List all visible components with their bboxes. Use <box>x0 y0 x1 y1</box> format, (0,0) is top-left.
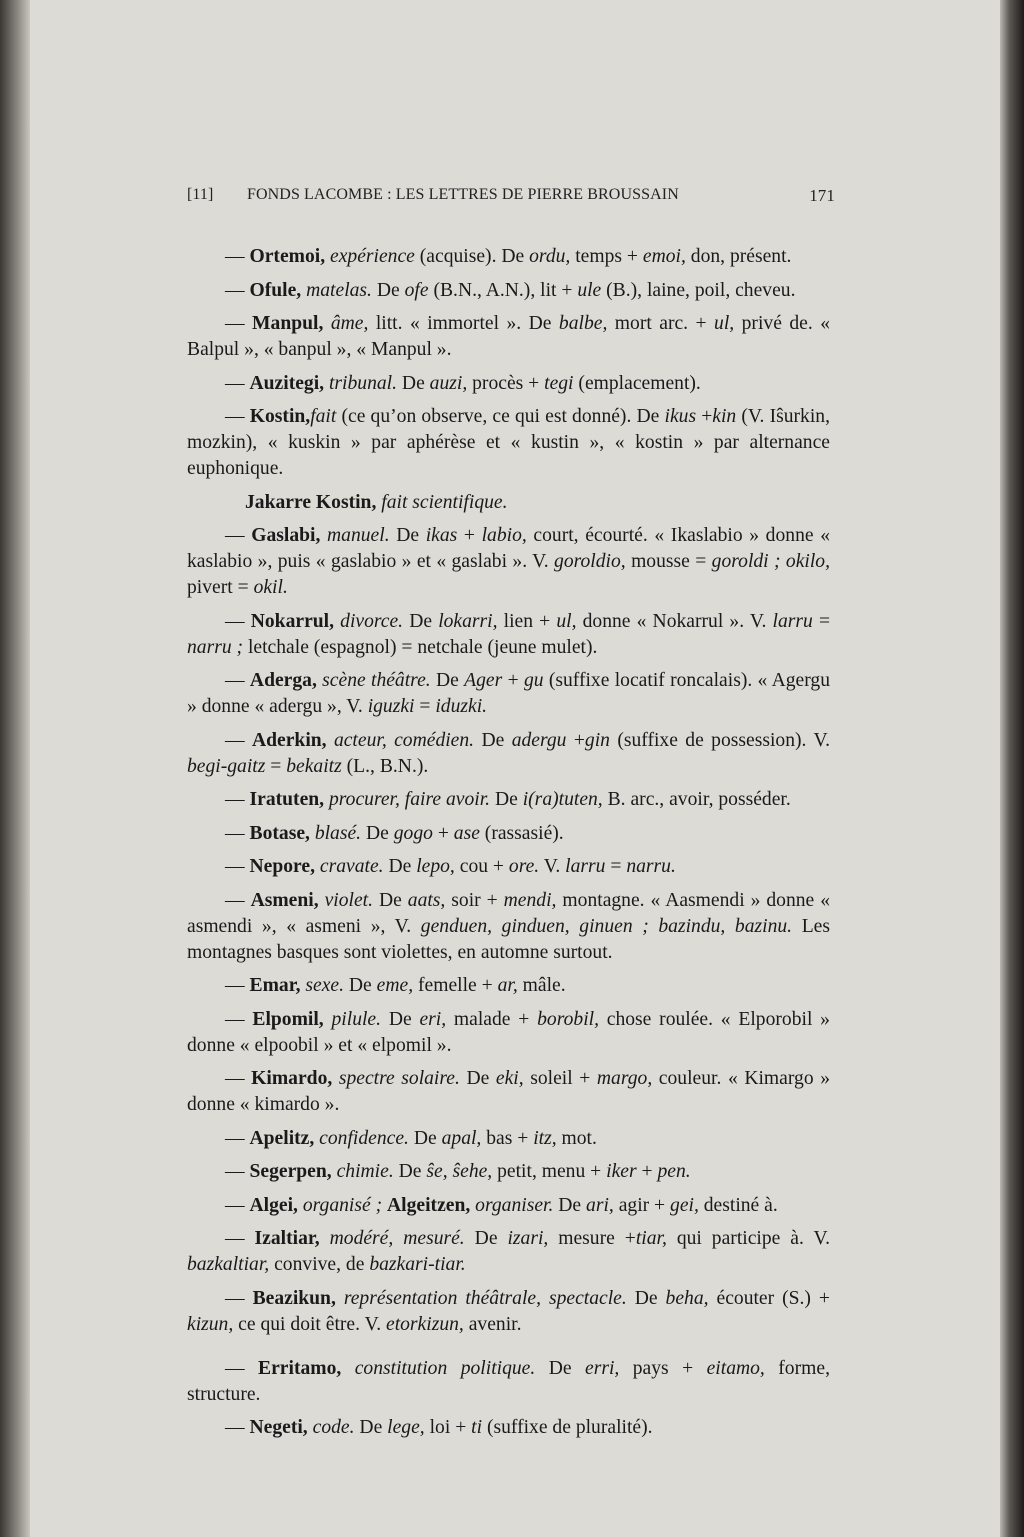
entry-gloss: i(ra)tuten, <box>522 789 603 810</box>
entry-gloss: pen. <box>657 1161 691 1182</box>
entry-gloss: scène théâtre. <box>316 670 431 691</box>
entry-term: Botase, <box>249 822 310 844</box>
entry-term: Algeitzen, <box>387 1194 471 1216</box>
entry-text: écouter (S.) + <box>708 1287 830 1309</box>
entry-gloss: fait scientifique. <box>376 491 508 513</box>
entry-gloss: ŝe, ŝehe, <box>426 1161 493 1182</box>
entry-text: — <box>225 729 252 751</box>
entry-gloss: pilule. <box>323 1008 382 1030</box>
entry-gloss: tribunal. <box>324 372 398 394</box>
entry-text: bas + <box>481 1127 534 1149</box>
entry-term: Nokarrul, <box>250 610 335 632</box>
glossary-entry <box>187 523 830 601</box>
page-edge <box>1000 0 1024 1537</box>
entry-gloss: mendi, <box>503 889 557 911</box>
glossary-entry <box>187 1356 830 1408</box>
entry-text: = <box>605 856 627 877</box>
entry-text: (suffixe de possession). V. <box>609 729 830 751</box>
glossary-entry <box>187 888 830 966</box>
entry-text: De <box>430 670 465 691</box>
glossary-entry <box>187 1126 830 1152</box>
entry-gloss: erri, <box>585 1357 620 1379</box>
entry-gloss: ase <box>453 822 480 844</box>
entry-text: (suffixe de pluralité). <box>482 1417 653 1438</box>
entry-term: Aderga, <box>249 670 317 691</box>
entry-text: (B.), laine, poil, cheveu. <box>601 279 796 301</box>
entry-text: — <box>225 406 250 427</box>
entry-gloss: labio, <box>481 525 527 546</box>
entry-text: malade + <box>446 1008 538 1030</box>
entry-gloss: eki, <box>495 1068 524 1089</box>
entry-text: De <box>361 822 394 844</box>
entry-text: petit, menu + <box>492 1161 607 1182</box>
entry-gloss: lokarri, <box>438 610 498 632</box>
entry-gloss: acteur, comédien. <box>326 729 475 751</box>
entry-text: + <box>636 1161 658 1182</box>
entry-gloss: ti <box>471 1417 483 1438</box>
entry-gloss: spectre solaire. <box>332 1068 460 1089</box>
glossary-entry <box>187 1226 830 1278</box>
entry-text: temps + <box>570 246 643 267</box>
entry-text: — <box>225 246 250 267</box>
entry-gloss: larru <box>772 610 813 632</box>
entry-gloss: ul, <box>556 610 577 632</box>
entry-term: Nepore, <box>249 856 315 877</box>
entry-gloss: violet. <box>318 889 373 911</box>
entry-gloss: iduzki. <box>435 696 488 717</box>
entry-term: Kimardo, <box>251 1068 333 1089</box>
glossary-entry <box>187 854 830 880</box>
entry-gloss: narru ; <box>187 636 244 658</box>
book-spine <box>0 0 30 1537</box>
entry-term: Erritamo, <box>258 1357 342 1379</box>
entry-text: — <box>225 1194 250 1216</box>
entry-text: De <box>373 889 408 911</box>
entry-term: Elpomil, <box>252 1008 324 1030</box>
entry-text: destiné à. <box>698 1194 778 1216</box>
entry-text: loi + <box>424 1417 472 1438</box>
entry-gloss: tegi <box>544 372 574 394</box>
entry-gloss: constitution politique. <box>341 1357 536 1379</box>
entry-gloss: emoi, <box>642 246 686 267</box>
entry-gloss: eme, <box>376 975 414 996</box>
entry-gloss: fait <box>310 406 337 427</box>
entry-text: De <box>389 525 426 546</box>
entry-text: — <box>225 1008 253 1030</box>
glossary-entry <box>187 1007 830 1059</box>
entry-text: mort arc. + <box>607 313 715 334</box>
section-number: [11] <box>187 186 214 203</box>
page-number: 171 <box>809 186 835 205</box>
entry-gloss: adergu <box>511 729 567 751</box>
entry-gloss: matelas. <box>301 279 372 301</box>
entry-gloss: divorce. <box>334 610 404 632</box>
glossary-entry <box>187 1159 830 1185</box>
glossary-entry <box>187 821 830 847</box>
entry-gloss: cravate. <box>314 856 384 877</box>
entry-term: Apelitz, <box>249 1127 315 1149</box>
entry-gloss: gogo <box>393 822 433 844</box>
entry-gloss: modéré, mesuré. <box>319 1228 465 1249</box>
entry-text: — <box>225 1228 255 1249</box>
entry-term: Auzitegi, <box>249 372 325 394</box>
entry-gloss: margo, <box>596 1068 653 1089</box>
entry-gloss: ofe <box>404 279 429 301</box>
entry-text: + <box>502 670 524 691</box>
entry-term: Ofule, <box>249 279 302 301</box>
entry-text: — <box>225 279 250 301</box>
entry-term: Gaslabi, <box>251 525 321 546</box>
entry-gloss: kizun, <box>187 1313 234 1335</box>
entry-term: Algei, <box>249 1194 298 1216</box>
entry-text: cou + <box>454 856 509 877</box>
entry-text: — <box>225 1357 259 1379</box>
entry-text: De <box>490 789 523 810</box>
entry-text: V. <box>539 856 566 877</box>
entry-gloss: procurer, faire avoir. <box>324 789 491 810</box>
entry-text: — <box>225 789 250 810</box>
entry-text: mousse = <box>625 551 712 572</box>
entry-gloss: ule <box>577 279 602 301</box>
entry-gloss: sexe. <box>300 975 344 996</box>
glossary-entry <box>187 244 830 270</box>
entry-text: soleil + <box>523 1068 597 1089</box>
entry-text: forme, structure. <box>187 1357 830 1405</box>
entry-text: femelle + <box>413 975 498 996</box>
entry-gloss: itz, <box>533 1127 557 1149</box>
entry-gloss: eri, <box>419 1008 447 1030</box>
entry-gloss: lege, <box>387 1417 425 1438</box>
entry-text: De <box>464 1228 508 1249</box>
entry-text: De <box>344 975 377 996</box>
entry-gloss: beha, <box>665 1287 709 1309</box>
glossary-entry <box>187 668 830 720</box>
entry-text: mâle. <box>517 975 566 996</box>
entry-text: = <box>812 610 831 632</box>
entry-text: — <box>225 1127 250 1149</box>
glossary-entry <box>187 609 830 661</box>
entry-text: chose roulée. « Elporobil » donne « elpoobil » et « elpomil ». <box>187 1008 830 1056</box>
entry-text: letchale (espagnol) = netchale (jeune mulet). <box>243 636 598 658</box>
entry-text: — <box>225 313 253 334</box>
entry-text: De <box>553 1194 587 1216</box>
entry-text: De <box>474 729 512 751</box>
entry-gloss: ore. <box>508 856 540 877</box>
entry-text: — <box>225 822 250 844</box>
entry-term: Negeti, <box>249 1417 308 1438</box>
entry-term: Asmeni, <box>250 889 319 911</box>
entry-text: don, présent. <box>685 246 792 267</box>
glossary-entry <box>187 728 830 780</box>
entry-gloss: goroldio, <box>554 551 626 572</box>
entry-term: Kostin, <box>249 406 311 427</box>
entry-gloss: genduen, ginduen, ginuen ; bazindu, bazinu. <box>420 915 793 937</box>
entry-gloss: ul, <box>714 313 735 334</box>
entry-text: — <box>225 1161 250 1182</box>
entry-gloss: iker <box>606 1161 637 1182</box>
entry-text: + <box>432 822 454 844</box>
entry-text: (acquise). De <box>414 246 530 267</box>
entry-text: — <box>225 525 252 546</box>
entry-text: ce qui doit être. V. <box>233 1313 386 1335</box>
entry-gloss: chimie. <box>331 1161 394 1182</box>
entry-text: = <box>265 755 287 777</box>
entry-text: — <box>225 372 250 394</box>
entry-text: De <box>459 1068 496 1089</box>
entry-gloss: confidence. <box>314 1127 409 1149</box>
entry-text: mesure + <box>548 1228 636 1249</box>
entry-text: pays + <box>619 1357 707 1379</box>
entry-text: De <box>408 1127 442 1149</box>
running-title: FONDS LACOMBE : LES LETTRES DE PIERRE BROUSSAIN <box>247 186 679 203</box>
entry-text: avenir. <box>463 1313 522 1335</box>
entry-gloss: blasé. <box>309 822 362 844</box>
entry-text: — <box>225 670 250 691</box>
entry-text: mot. <box>556 1127 597 1149</box>
glossary-entry <box>187 973 830 999</box>
entry-text: + <box>457 525 482 546</box>
entry-gloss: bekaitz <box>286 755 342 777</box>
entry-text: court, écourté. « Ikaslabio » donne « kaslabio », puis « gaslabio » et « gaslabi ». V. <box>187 525 830 572</box>
entry-text: — <box>225 1068 252 1089</box>
entry-term: Segerpen, <box>249 1161 332 1182</box>
entry-gloss: auzi, <box>429 372 468 394</box>
entry-text: + <box>566 729 585 751</box>
glossary-entry <box>187 371 830 397</box>
glossary-entry <box>187 311 830 363</box>
entry-term: Emar, <box>249 975 301 996</box>
entry-text: De <box>383 856 417 877</box>
entry-text: (rassasié). <box>479 822 564 844</box>
entry-gloss: ordu, <box>529 246 571 267</box>
entry-text: soir + <box>445 889 504 911</box>
entry-gloss: ari, <box>586 1194 614 1216</box>
entry-gloss: âme, <box>323 313 369 334</box>
entry-text: Les montagnes basques sont violettes, en automne surtout. <box>187 915 830 963</box>
entry-text: — <box>225 889 251 911</box>
entry-text: (L., B.N.). <box>341 755 429 777</box>
entry-gloss: bazkari-tiar. <box>369 1254 466 1275</box>
entry-text: litt. « immortel ». De <box>368 313 559 334</box>
entry-gloss: kin <box>712 406 737 427</box>
entry-text: (V. Iŝurkin, mozkin), « kuskin » par aphérèse et « kustin », « kostin » par alternance euphonique. <box>187 406 830 479</box>
entry-text: donne « Nokarrul ». V. <box>576 610 773 632</box>
entry-gloss: etorkizun, <box>386 1313 464 1335</box>
entry-gloss: izari, <box>507 1228 549 1249</box>
entry-gloss: représentation théâtrale, spectacle. <box>335 1287 627 1309</box>
entry-gloss: balbe, <box>558 313 608 334</box>
entry-term: Izaltiar, <box>254 1228 320 1249</box>
entry-text: B. arc., avoir, posséder. <box>602 789 791 810</box>
glossary-entry <box>187 278 830 304</box>
entry-text: = <box>414 696 436 717</box>
entry-gloss: eitamo, <box>706 1357 765 1379</box>
entry-text: pivert = <box>187 577 254 598</box>
entry-gloss: narru. <box>626 856 676 877</box>
entry-text: convive, de <box>269 1254 370 1275</box>
entry-text: De <box>381 1008 420 1030</box>
entry-gloss: organiser. <box>470 1194 554 1216</box>
entry-text: (B.N., A.N.), lit + <box>428 279 578 301</box>
entry-text: De <box>403 610 439 632</box>
entry-text: lien + <box>497 610 557 632</box>
entry-gloss: larru <box>565 856 606 877</box>
entry-text: — <box>225 975 250 996</box>
entry-gloss: ikas <box>425 525 458 546</box>
entry-text: + <box>696 406 713 427</box>
entry-text: qui participe à. V. <box>666 1228 830 1249</box>
entry-text: (ce qu’on observe, ce qui est donné). De <box>336 406 665 427</box>
entry-gloss: ar, <box>497 975 518 996</box>
entry-text: De <box>393 1161 427 1182</box>
entry-text: agir + <box>613 1194 671 1216</box>
entry-gloss: expérience <box>325 246 415 267</box>
entry-text: De <box>397 372 430 394</box>
entry-gloss: Ager <box>464 670 503 691</box>
entry-term: Ortemoi, <box>249 246 326 267</box>
entry-term: Manpul, <box>252 313 324 334</box>
glossary-entry <box>187 1415 830 1441</box>
entry-gloss: iguzki <box>367 696 415 717</box>
glossary-body <box>187 244 830 1449</box>
entry-text: — <box>225 610 251 632</box>
entry-gloss: aats, <box>407 889 446 911</box>
entry-term: Beazikun, <box>252 1287 336 1309</box>
entry-gloss: borobil, <box>537 1008 599 1030</box>
entry-text: (emplacement). <box>573 372 701 394</box>
entry-gloss: manuel. <box>320 525 390 546</box>
glossary-entry <box>187 1286 830 1338</box>
entry-term: Jakarre Kostin, <box>245 491 377 513</box>
entry-term: Iratuten, <box>249 789 325 810</box>
entry-gloss: bazkaltiar, <box>187 1254 270 1275</box>
entry-gloss: gu <box>523 670 544 691</box>
running-header <box>187 186 835 206</box>
glossary-entry <box>187 490 830 516</box>
entry-term: Aderkin, <box>251 729 327 751</box>
entry-text: (suffixe locatif roncalais). « Agergu » donne « adergu », V. <box>187 670 830 717</box>
entry-gloss: goroldi ; okilo, <box>711 551 830 572</box>
entry-text: montagne. « Aasmendi » donne « asmendi », « asmeni », V. <box>187 889 831 937</box>
glossary-entry <box>187 1193 830 1219</box>
entry-gloss: code. <box>307 1417 355 1438</box>
entry-text: De <box>371 279 405 301</box>
entry-text: De <box>626 1287 666 1309</box>
entry-gloss: lepo, <box>416 856 455 877</box>
entry-gloss: tiar, <box>635 1228 667 1249</box>
entry-gloss: apal, <box>441 1127 482 1149</box>
entry-gloss: okil. <box>253 577 288 598</box>
entry-text: couleur. « Kimargo » donne « kimardo ». <box>187 1068 830 1115</box>
entry-gloss: ikus <box>664 406 697 427</box>
entry-gloss: gei, <box>670 1194 699 1216</box>
entry-text: De <box>354 1417 388 1438</box>
entry-text: privé de. « Balpul », « banpul », « Manpul ». <box>187 313 830 360</box>
glossary-entry <box>187 787 830 813</box>
glossary-entry <box>187 1066 830 1118</box>
entry-text: — <box>225 1287 253 1309</box>
entry-text: — <box>225 856 250 877</box>
entry-gloss: begi-gaitz <box>187 755 266 777</box>
entry-text: — <box>225 1417 250 1438</box>
glossary-entry <box>187 404 830 482</box>
entry-text: De <box>535 1357 586 1379</box>
entry-gloss: gin <box>584 729 610 751</box>
entry-gloss: organisé ; <box>297 1194 388 1216</box>
entry-text: procès + <box>467 372 545 394</box>
